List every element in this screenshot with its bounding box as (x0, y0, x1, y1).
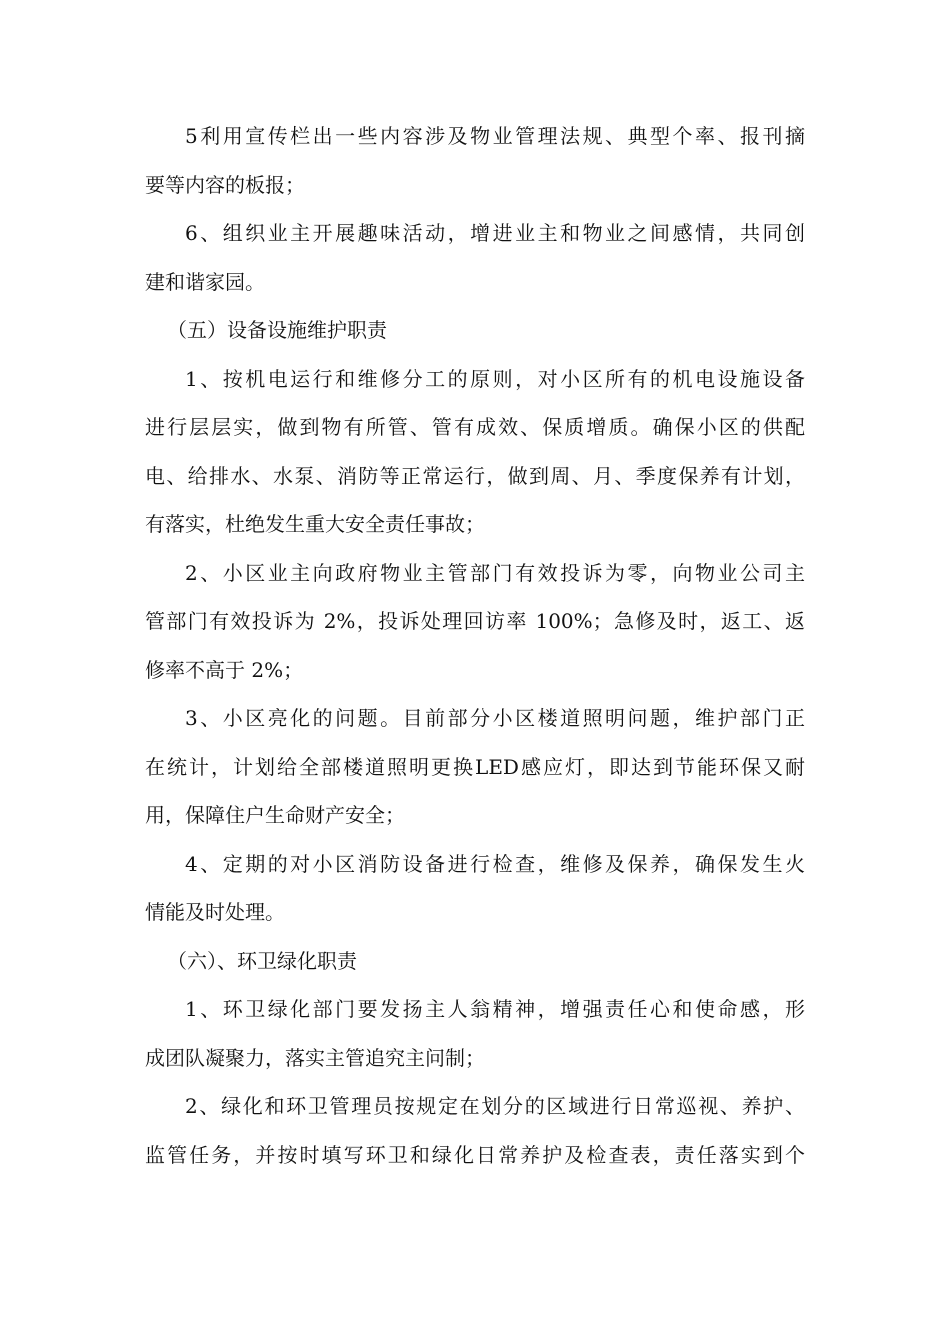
paragraph-equipment-3 (145, 694, 805, 840)
text-line: 1、按机电运行和维修分工的原则，对小区所有的机电设施设备 (185, 366, 805, 391)
text-line: 建和谐家园。 (145, 269, 265, 294)
text-line: 管部门有效投诉为 2%，投诉处理回访率 100%；急修及时，返工、返 (145, 609, 805, 633)
text-line: 情能及时处理。 (145, 900, 285, 924)
text-line: 电、给排水、水泵、消防等正常运行，做到周、月、季度保养有计划， (145, 463, 805, 488)
paragraph-sanitation-2 (145, 1082, 805, 1179)
section-heading-text: （五）设备设施维护职责 (167, 318, 387, 342)
text-line: 3、小区亮化的问题。目前部分小区楼道照明问题，维护部门正 (185, 706, 805, 730)
section-heading-text: （六）、环卫绿化职责 (167, 948, 357, 973)
text-line: 用，保障住户生命财产安全； (145, 803, 405, 827)
paragraph-equipment-2 (145, 549, 805, 695)
section-heading-5 (145, 306, 805, 355)
paragraph-equipment-1 (145, 355, 805, 549)
text-line: 成团队凝聚力，落实主管追究主问制； (145, 1045, 485, 1070)
paragraph-item-5 (145, 112, 805, 209)
paragraph-item-6 (145, 209, 805, 306)
text-line: 要等内容的板报； (145, 172, 305, 197)
document-body (145, 112, 805, 1179)
paragraph-sanitation-1 (145, 985, 805, 1082)
text-line: 2、绿化和环卫管理员按规定在划分的区域进行日常巡视、养护、 (185, 1094, 805, 1118)
section-heading-6 (145, 937, 805, 986)
text-line: 有落实，杜绝发生重大安全责任事故； (145, 512, 485, 536)
text-line: 修率不高于 2%； (145, 657, 304, 682)
text-line: 2、小区业主向政府物业主管部门有效投诉为零，向物业公司主 (185, 560, 805, 585)
text-line: 进行层层实，做到物有所管、管有成效、保质增质。确保小区的供配 (145, 415, 805, 439)
paragraph-equipment-4 (145, 840, 805, 937)
text-line: 6、组织业主开展趣味活动，增进业主和物业之间感情，共同创 (185, 221, 805, 245)
text-line: 4、定期的对小区消防设备进行检查，维修及保养，确保发生火 (185, 851, 805, 876)
text-line: 5利用宣传栏出一些内容涉及物业管理法规、典型个率、报刊摘 (185, 124, 805, 148)
text-line: 1、环卫绿化部门要发扬主人翁精神，增强责任心和使命感，形 (185, 997, 805, 1021)
text-line: 在统计，计划给全部楼道照明更换LED感应灯，即达到节能环保又耐 (145, 754, 805, 779)
text-line: 监管任务，并按时填写环卫和绿化日常养护及检查表，责任落实到个 (145, 1142, 805, 1167)
